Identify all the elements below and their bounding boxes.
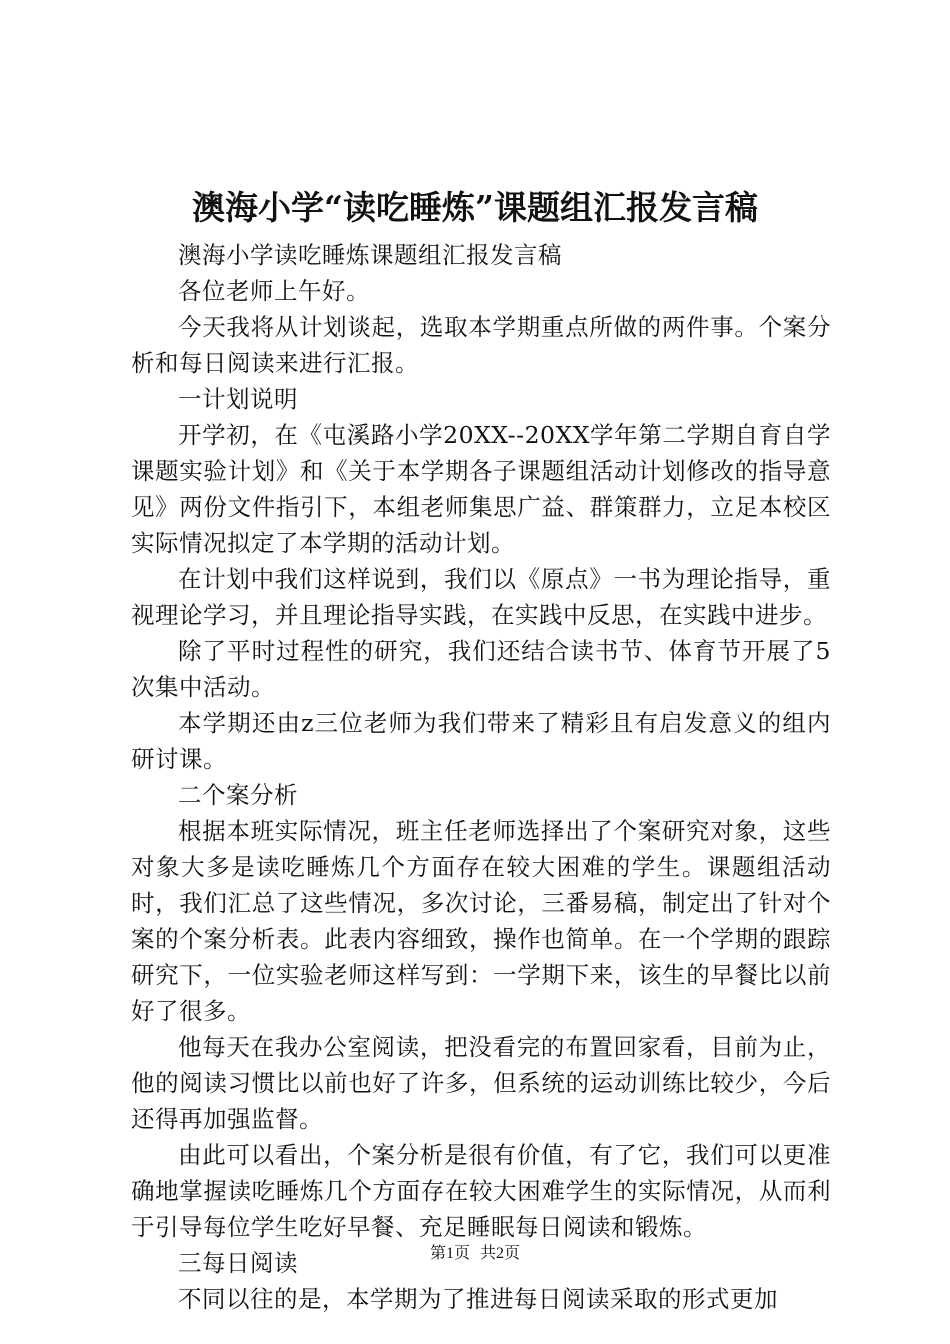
greeting-paragraph: 各位老师上午好。: [178, 277, 370, 305]
body-paragraph: 根据本班实际情况，班主任老师选择出了个案研究对象，这些对象大多是读吃睡炼几个方面存在较大困难的学生。课题组活动时，我们汇总了这些情况，多次讨论，三番易稿，制定出了针对个案的个案分析表。此表内容细致，操作也简单。在一个学期的跟踪研究下，一位实验老师这样写到：一学期下来，该生的早餐比以前好了很多。: [131, 817, 831, 1025]
page-number: 第1页: [429, 1245, 470, 1262]
section-heading-case-analysis: 二个案分析: [178, 781, 298, 809]
body-paragraph: 开学初，在《屯溪路小学20XX--20XX学年第二学期自育自学课题实验计划》和《关于本学期各子课题组活动计划修改的指导意见》两份文件指引下，本组老师集思广益、群策群力，立足本校区实际情况拟定了本学期的活动计划。: [131, 421, 831, 557]
page-footer: [0, 1242, 950, 1266]
section-heading-plan: 一计划说明: [178, 385, 298, 413]
body-paragraph: 由此可以看出，个案分析是很有价值，有了它，我们可以更准确地掌握读吃睡炼几个方面存在较大困难学生的实际情况，从而利于引导每位学生吃好早餐、充足睡眠每日阅读和锻炼。: [131, 1141, 831, 1241]
body-paragraph: 本学期还由z三位老师为我们带来了精彩且有启发意义的组内研讨课。: [131, 709, 831, 773]
document-title: 澳海小学“读吃睡炼”课题组汇报发言稿: [192, 188, 758, 227]
body-paragraph: 在计划中我们这样说到，我们以《原点》一书为理论指导，重视理论学习，并且理论指导实践，在实践中反思，在实践中进步。: [131, 565, 831, 629]
body-paragraph: 不同以往的是，本学期为了推进每日阅读采取的形式更加: [178, 1285, 778, 1313]
document-body: [131, 237, 831, 1317]
subtitle-paragraph: 澳海小学读吃睡炼课题组汇报发言稿: [178, 241, 562, 269]
section-heading-daily-reading: 三每日阅读: [178, 1249, 298, 1277]
intro-paragraph: 今天我将从计划谈起，选取本学期重点所做的两件事。个案分析和每日阅读来进行汇报。: [131, 313, 831, 377]
body-paragraph: 除了平时过程性的研究，我们还结合读书节、体育节开展了5次集中活动。: [131, 637, 831, 701]
page-total: 共2页: [480, 1245, 521, 1262]
body-paragraph: 他每天在我办公室阅读，把没看完的布置回家看，目前为止，他的阅读习惯比以前也好了许多，但系统的运动训练比较少，今后还得再加强监督。: [131, 1033, 831, 1133]
